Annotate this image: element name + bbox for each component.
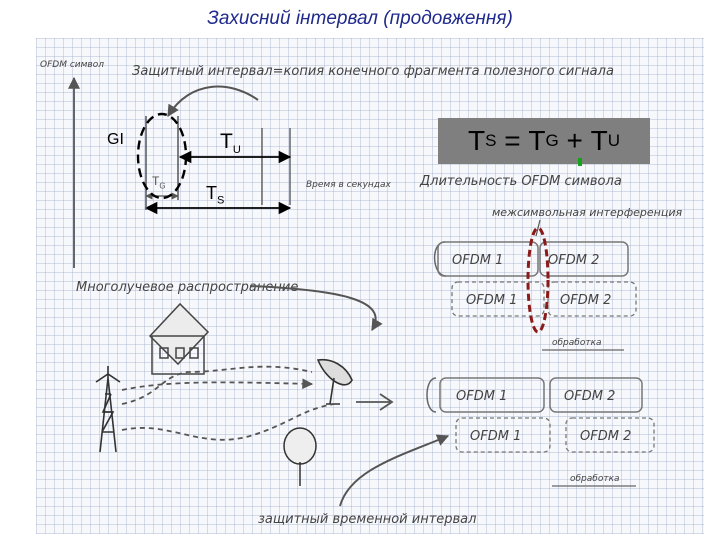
guard-arc [340,436,448,506]
house-drawing [150,304,208,374]
multipath-label: Многолучевое распространение [76,280,299,295]
dish-drawing [318,360,352,404]
green-accent [578,158,582,166]
ts-label-sub: S [217,194,225,207]
ofdm2-label-d: OFDM 2 [580,429,632,444]
ofdm2-label-a: OFDM 2 [548,253,600,268]
formula-tg: T [528,125,546,156]
formula-ts-sub: S [485,131,497,150]
ts-label-main: T [206,183,217,203]
isi-pointer [536,220,540,236]
forward-arrow [356,394,392,410]
ofdm-top-bracket [435,242,446,276]
header-note: Защитный интервал=копия конечного фрагмента полезного сигнала [132,64,614,79]
duration-label: Длительность OFDM символа [420,174,622,189]
processing-label-a: обработка [552,338,602,348]
ofdm1-label-d: OFDM 1 [470,429,522,444]
ofdm1-label-c: OFDM 1 [456,389,508,404]
formula-text [438,118,650,164]
formula-tu-sub: U [607,131,621,150]
formula-ts: T [467,125,486,156]
gi-label: GI [107,131,124,148]
ofdm-bottom-bracket [427,378,436,412]
slide-title: Захисний інтервал (продовження) [207,8,513,29]
time-label: Время в секундах [306,180,391,190]
processing-label-b: обработка [570,474,620,484]
tg-label [152,174,166,190]
formula-tu: T [590,125,608,156]
ofdm2-label-b: OFDM 2 [560,293,612,308]
tower-drawing [96,366,120,452]
ofdm1-label-b: OFDM 1 [466,293,518,308]
tg-label-sub: G [159,181,166,191]
axis-label: OFDM символ [40,60,104,70]
path-direct [122,382,312,390]
formula-plus: + [558,125,591,156]
tg-label-main: T [152,174,160,188]
copy-arc [168,87,258,116]
tu-label [220,130,241,156]
guard-label: защитный временной интервал [258,512,477,527]
ofdm1-label-a: OFDM 1 [452,253,504,268]
tree-drawing [284,428,316,486]
ofdm2-label-c: OFDM 2 [564,389,616,404]
formula-eq: = [496,125,529,156]
tu-label-main: T [220,130,233,153]
formula-tg-sub: G [545,131,559,150]
tu-label-sub: U [232,144,241,157]
ts-label [206,183,224,207]
isi-label: межсимвольная интерференция [492,206,683,219]
